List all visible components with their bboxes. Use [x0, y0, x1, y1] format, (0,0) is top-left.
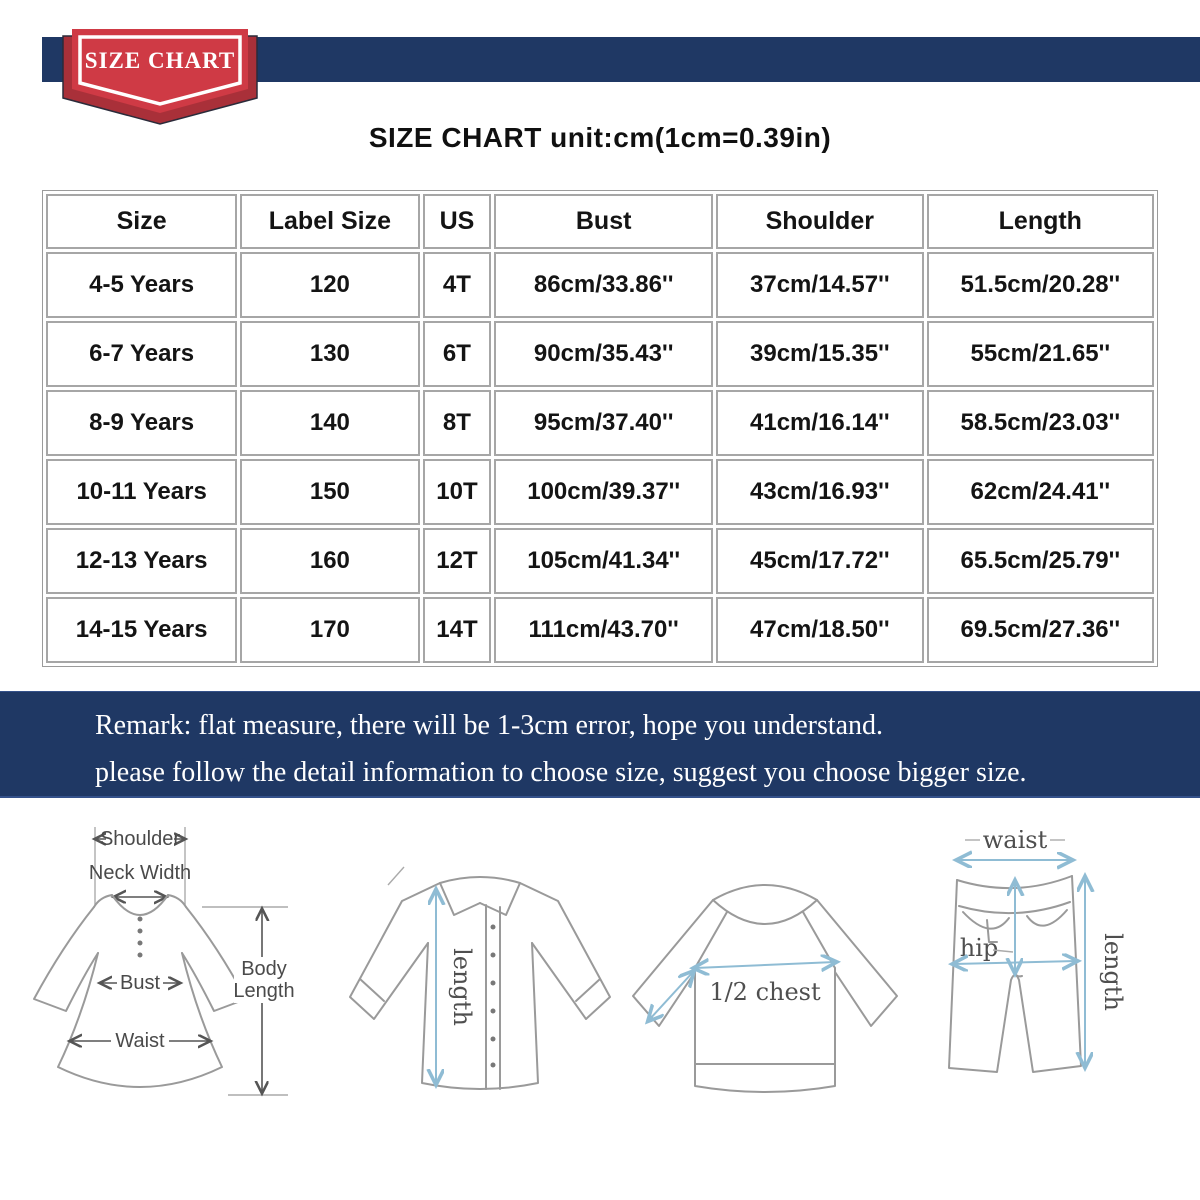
cell-shoulder: 43cm/16.93'': [716, 459, 924, 525]
header-cell-shoulder: Shoulder: [716, 194, 924, 249]
remark-line-2: please follow the detail information to choose size, suggest you choose bigger size.: [95, 757, 1027, 788]
cell-shoulder: 41cm/16.14'': [716, 390, 924, 456]
cell-size: 12-13 Years: [46, 528, 237, 594]
neck-width-label: Neck Width: [88, 862, 192, 884]
cell-us: 14T: [423, 597, 492, 663]
header-cell-us: US: [423, 194, 492, 249]
cell-us: 4T: [423, 252, 492, 318]
cell-us: 6T: [423, 321, 492, 387]
page-title: SIZE CHART unit:cm(1cm=0.39in): [368, 122, 832, 153]
cell-label-size: 160: [240, 528, 419, 594]
header-cell-size: Size: [46, 194, 237, 249]
cell-length: 55cm/21.65'': [927, 321, 1154, 387]
shoulder-label: Shoulder: [99, 828, 181, 850]
remark-line-1: Remark: flat measure, there will be 1-3cm error, hope you understand.: [95, 710, 884, 741]
table-row: [46, 597, 1154, 663]
cell-size: 14-15 Years: [46, 597, 237, 663]
pants-hip-label: hip: [959, 934, 999, 962]
shirt-length-label: length: [448, 948, 476, 1026]
body-length-label-line2: Length: [233, 980, 295, 1002]
pants-length-label: length: [1099, 933, 1127, 1011]
table-row: [46, 459, 1154, 525]
cell-shoulder: 39cm/15.35'': [716, 321, 924, 387]
cell-bust: 95cm/37.40'': [494, 390, 713, 456]
cell-label-size: 140: [240, 390, 419, 456]
header-cell-label-size: Label Size: [240, 194, 419, 249]
cell-label-size: 120: [240, 252, 419, 318]
bust-label: Bust: [119, 972, 161, 994]
cell-bust: 90cm/35.43'': [494, 321, 713, 387]
sweater-diagram: [615, 860, 915, 1130]
cell-length: 62cm/24.41'': [927, 459, 1154, 525]
table-row: [46, 321, 1154, 387]
cell-bust: 100cm/39.37'': [494, 459, 713, 525]
ribbon-label: SIZE CHART: [84, 48, 236, 73]
size-table: [42, 190, 1158, 667]
pants-waist-label: waist: [982, 830, 1048, 854]
header-cell-bust: Bust: [494, 194, 713, 249]
cell-length: 58.5cm/23.03'': [927, 390, 1154, 456]
cell-us: 12T: [423, 528, 492, 594]
cell-us: 8T: [423, 390, 492, 456]
cell-shoulder: 45cm/17.72'': [716, 528, 924, 594]
size-chart-ribbon: [60, 26, 260, 130]
shirt-outline: [350, 877, 610, 1089]
cell-bust: 105cm/41.34'': [494, 528, 713, 594]
cell-label-size: 150: [240, 459, 419, 525]
cell-label-size: 130: [240, 321, 419, 387]
table-header-row: [46, 194, 1154, 249]
cell-us: 10T: [423, 459, 492, 525]
cell-bust: 111cm/43.70'': [494, 597, 713, 663]
table-row: [46, 390, 1154, 456]
cell-length: 65.5cm/25.79'': [927, 528, 1154, 594]
cell-size: 4-5 Years: [46, 252, 237, 318]
cell-label-size: 170: [240, 597, 419, 663]
dress-diagram: [0, 815, 300, 1115]
pants-diagram: [935, 830, 1195, 1130]
body-length-label-line1: Body: [241, 958, 287, 980]
waist-label: Waist: [115, 1030, 165, 1052]
cell-length: 69.5cm/27.36'': [927, 597, 1154, 663]
cell-shoulder: 47cm/18.50'': [716, 597, 924, 663]
header-cell-length: Length: [927, 194, 1154, 249]
table-row: [46, 528, 1154, 594]
cell-length: 51.5cm/20.28'': [927, 252, 1154, 318]
shirt-diagram: [340, 855, 640, 1125]
cell-bust: 86cm/33.86'': [494, 252, 713, 318]
table-row: [46, 252, 1154, 318]
half-chest-label: 1/2 chest: [709, 978, 821, 1006]
remark-banner: [0, 691, 1200, 798]
cell-size: 6-7 Years: [46, 321, 237, 387]
cell-size: 10-11 Years: [46, 459, 237, 525]
cell-shoulder: 37cm/14.57'': [716, 252, 924, 318]
cell-size: 8-9 Years: [46, 390, 237, 456]
